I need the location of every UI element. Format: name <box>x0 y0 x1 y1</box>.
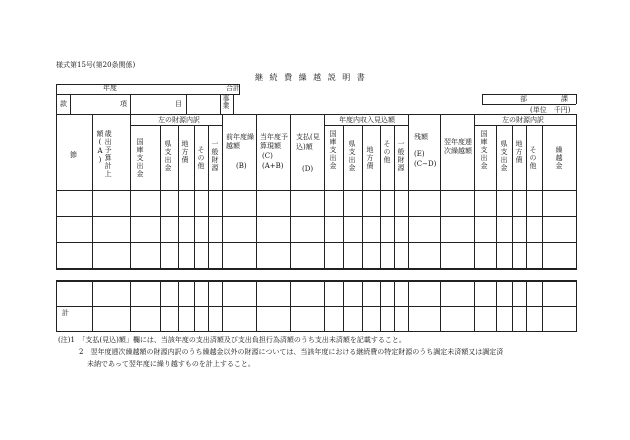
nendo-label: 年度 <box>103 84 117 92</box>
kenshi-header: 県支出金 <box>164 140 173 172</box>
shiharai-header: 支払(見込)額 <box>296 133 320 151</box>
right-kenshi-header: 県支出金 <box>500 140 509 172</box>
yokunendo-header: 翌年度逓次繰越額 <box>444 138 472 156</box>
form-code: 様式第15号(第20条関係) <box>56 61 136 69</box>
right-sonota-header: その他 <box>529 146 538 170</box>
zangaku-header: 残額 <box>414 133 428 141</box>
chihousai-header: 地方債 <box>181 140 190 164</box>
shiharai-sub: (D) <box>302 165 314 173</box>
zangaku-sub: (E)(C−D) <box>414 150 437 168</box>
ka-label: 課 <box>561 95 568 103</box>
income-chihousai-header: 地方債 <box>366 146 375 170</box>
document-title: 継 続 費 繰 越 説 明 書 <box>255 73 367 82</box>
jigyou-label: 事業 <box>222 95 231 109</box>
moku-label: 目 <box>175 100 182 108</box>
zennendo-sub: (B) <box>236 162 247 170</box>
income-kokko-header: 国庫支出金 <box>329 130 338 170</box>
header-bottom-line <box>56 190 576 191</box>
income-kenshi-header: 県支出金 <box>348 140 357 172</box>
table-row <box>56 242 576 243</box>
sonota-header: その他 <box>197 146 206 170</box>
table-row <box>56 216 576 217</box>
kou-label: 項 <box>120 100 127 108</box>
tounendo-sub2: (A+B) <box>262 162 284 170</box>
bu-label: 部 <box>520 95 527 103</box>
right-chihousai-header: 地方債 <box>515 140 524 164</box>
left-source-group: 左の財源内訳 <box>158 116 200 124</box>
zennendo-header: 前年度繰越額 <box>226 133 254 151</box>
note-2-cont: 未納であって翌年度に繰り越すものを計上すること。 <box>87 360 255 368</box>
setsu-header: 節 <box>70 151 77 159</box>
kuri-kosi-header: 繰越金 <box>555 146 564 170</box>
ippan-header: 一般財源 <box>211 140 220 172</box>
kan-label: 款 <box>60 100 67 108</box>
note-1: (注)1 「支払(見込)額」欄には、当該年度の支出済額及び支出負担行為済額のうち支出未済額を記載すること。 <box>58 336 406 344</box>
right-kokko-header: 国庫支出金 <box>480 130 489 170</box>
footer-total-label: 計 <box>62 309 69 317</box>
saishutsu-header: 歳出予算計上額(A) <box>96 130 113 178</box>
income-group: 年度内収入見込額 <box>339 116 395 124</box>
kokko-header: 国庫支出金 <box>136 138 145 178</box>
income-ippan-header: 一般財源 <box>397 140 406 172</box>
goukei-label: 合計 <box>226 84 240 92</box>
right-source-group: 左の財源内訳 <box>502 116 544 124</box>
income-sonota-header: その他 <box>383 140 392 164</box>
tounendo-header: 当年度予算現額 <box>260 133 288 151</box>
unit-label: (単位 千円) <box>530 106 571 114</box>
tounendo-sub: (C) <box>262 152 273 160</box>
note-2: 2 翌年度逓次繰越額の財源内訳のうち繰越金以外の財源については、当該年度における継続費の特定財源のうち調定未済額又は調定済 <box>79 348 504 356</box>
